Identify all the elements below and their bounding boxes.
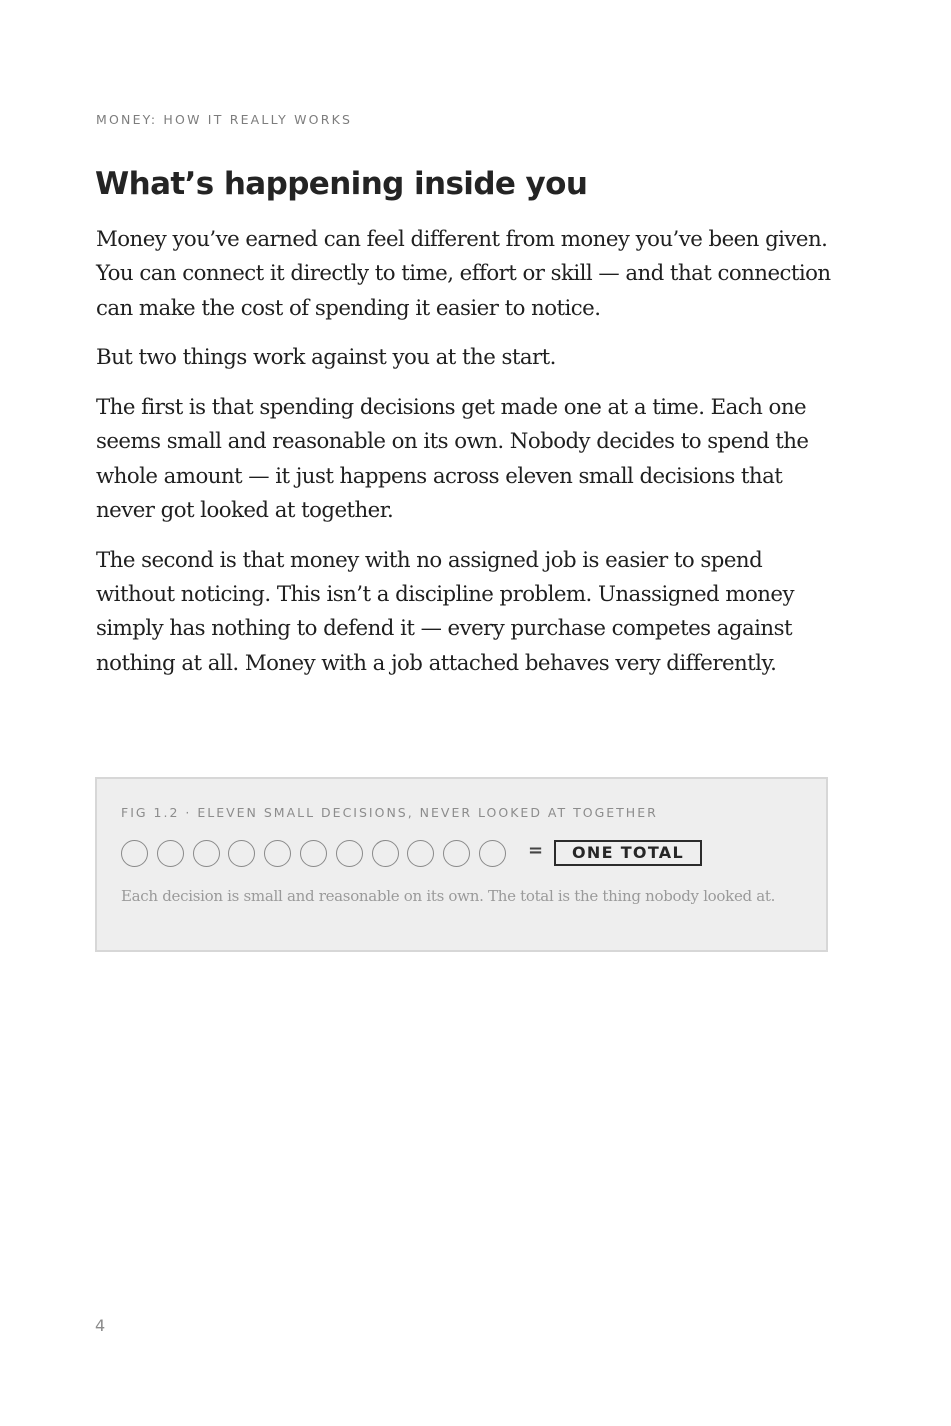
decision-circle [193, 840, 220, 867]
decision-circle [264, 840, 291, 867]
figure-caption: FIG 1.2 · ELEVEN SMALL DECISIONS, NEVER LOOKED AT TOGETHER [121, 805, 658, 820]
decision-circle [300, 840, 327, 867]
paragraph: The second is that money with no assigned job is easier to spend without noticing. This isn’t a discipline problem. Unassigned money simply has nothing to defend it — every purchase competes against nothing at all. Money with a job attached behaves very differently. [96, 547, 794, 676]
equals-sign: = [528, 840, 544, 861]
decision-circle [228, 840, 255, 867]
paragraph: The first is that spending decisions get made one at a time. Each one seems small and reasonable on its own. Nobody decides to spend the whole amount — it just happens across eleven small decisions that never got looked at together. [96, 395, 809, 524]
page-number: 4 [95, 1316, 106, 1335]
figure-box [95, 777, 828, 952]
decision-circles [121, 840, 506, 868]
decision-circle [336, 840, 363, 867]
decision-circle [121, 840, 148, 867]
decision-circle [479, 840, 506, 867]
decision-circle [157, 840, 184, 867]
decision-circle [443, 840, 470, 867]
decision-circle [407, 840, 434, 867]
paragraph: Money you’ve earned can feel different from money you’ve been given. You can connect it directly to time, effort or skill — and that connection can make the cost of spending it easier to notice. [96, 227, 831, 321]
figure-note: Each decision is small and reasonable on its own. The total is the thing nobody looked at. [121, 887, 776, 905]
running-head: MONEY: HOW IT REALLY WORKS [96, 112, 353, 127]
body-text [96, 223, 846, 697]
paragraph: But two things work against you at the start. [96, 345, 556, 371]
total-box: ONE TOTAL [554, 840, 702, 866]
decision-circle [372, 840, 399, 867]
section-heading: What’s happening inside you [95, 166, 588, 202]
